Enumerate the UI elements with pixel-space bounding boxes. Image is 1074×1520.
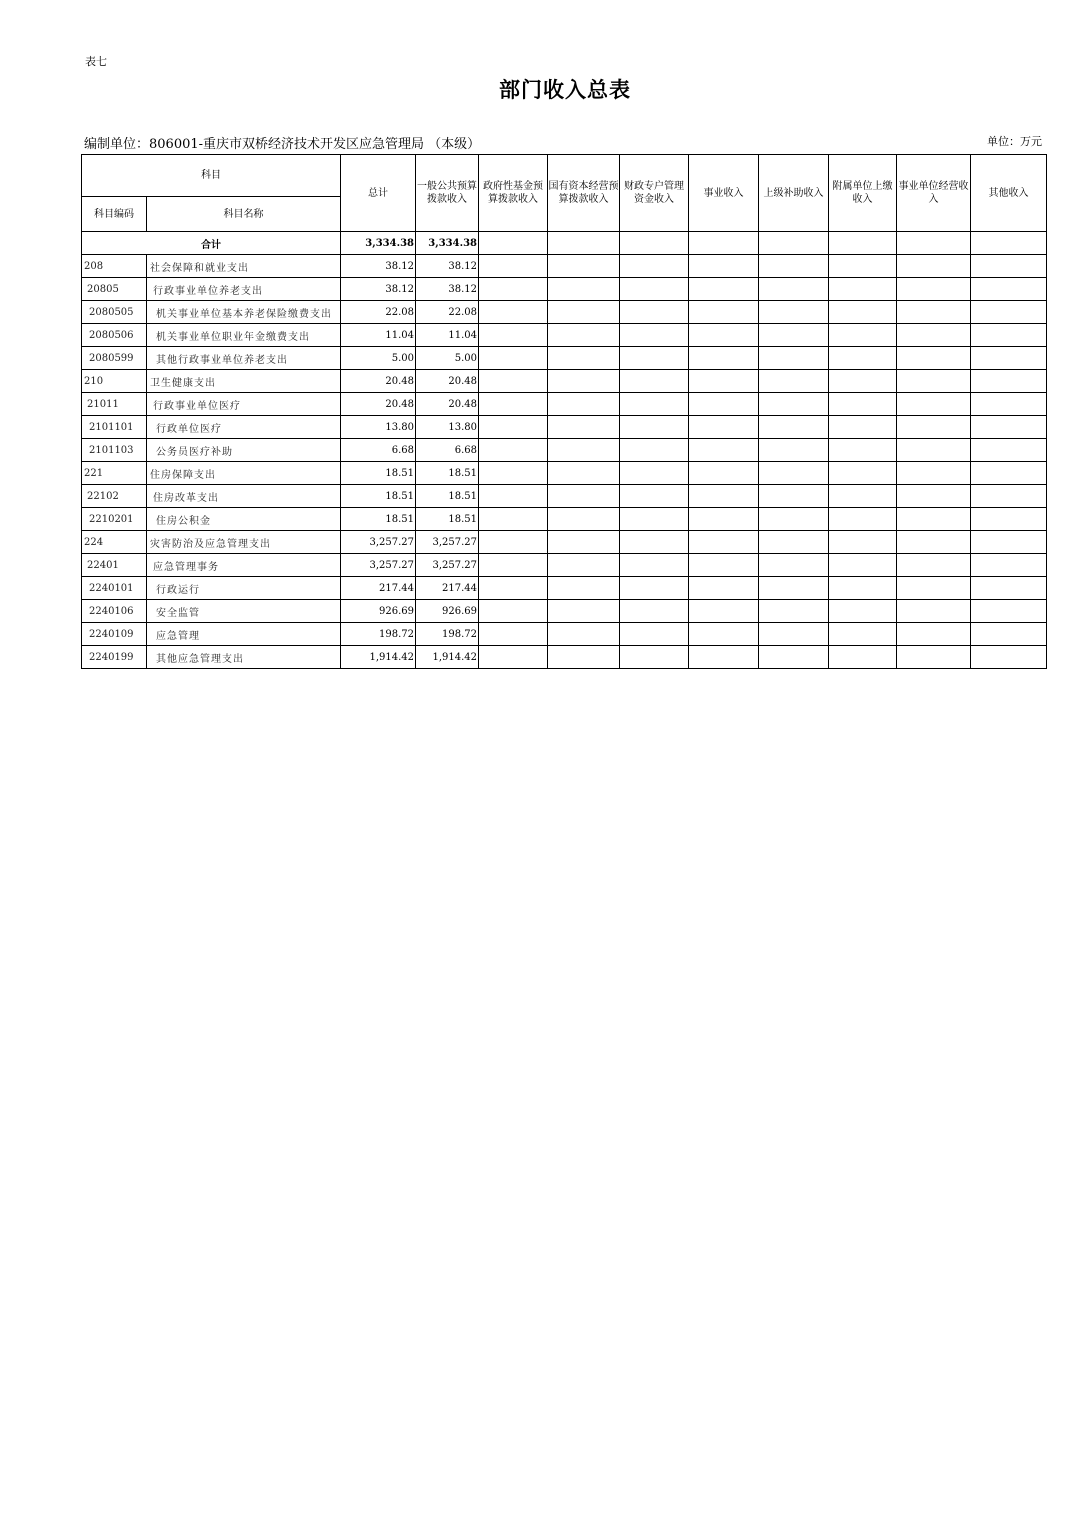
table-row: [82, 623, 1047, 646]
empty-cell: [897, 347, 971, 370]
row-general-budget: 20.48: [416, 370, 479, 393]
empty-cell: [689, 554, 759, 577]
row-general-budget: 18.51: [416, 485, 479, 508]
empty-cell: [759, 577, 829, 600]
empty-cell: [548, 623, 620, 646]
subject-code: 2240109: [82, 623, 147, 646]
row-total: 18.51: [341, 508, 416, 531]
summary-label: 合计: [82, 232, 341, 255]
table-row: [82, 462, 1047, 485]
empty-cell: [620, 623, 689, 646]
row-total: 20.48: [341, 370, 416, 393]
header-business-operation: 事业单位经营收入: [897, 155, 971, 232]
empty-cell: [971, 600, 1047, 623]
header-business-income: 事业收入: [689, 155, 759, 232]
empty-cell: [897, 301, 971, 324]
row-total: 217.44: [341, 577, 416, 600]
income-summary-table: [81, 154, 1047, 669]
row-total: 1,914.42: [341, 646, 416, 669]
row-general-budget: 926.69: [416, 600, 479, 623]
empty-cell: [759, 623, 829, 646]
empty-cell: [548, 600, 620, 623]
header-subject-code: 科目编码: [82, 197, 147, 232]
empty-cell: [689, 508, 759, 531]
subject-code: 210: [82, 370, 147, 393]
empty-cell: [897, 623, 971, 646]
empty-cell: [689, 347, 759, 370]
row-general-budget: 22.08: [416, 301, 479, 324]
empty-cell: [689, 278, 759, 301]
empty-cell: [689, 646, 759, 669]
empty-cell: [620, 508, 689, 531]
row-total: 38.12: [341, 255, 416, 278]
empty-cell: [897, 255, 971, 278]
empty-cell: [548, 646, 620, 669]
empty-cell: [548, 485, 620, 508]
empty-cell: [479, 646, 548, 669]
subject-code: 2101101: [82, 416, 147, 439]
row-total: 5.00: [341, 347, 416, 370]
subject-code: 20805: [82, 278, 147, 301]
empty-cell: [689, 462, 759, 485]
row-total: 3,257.27: [341, 531, 416, 554]
empty-cell: [829, 370, 897, 393]
subject-code: 2101103: [82, 439, 147, 462]
empty-cell: [548, 416, 620, 439]
row-general-budget: 3,257.27: [416, 531, 479, 554]
empty-cell: [620, 278, 689, 301]
empty-cell: [689, 416, 759, 439]
empty-cell: [897, 370, 971, 393]
empty-cell: [829, 393, 897, 416]
subject-name: 公务员医疗补助: [147, 439, 341, 462]
empty-cell: [620, 255, 689, 278]
empty-cell: [897, 278, 971, 301]
subject-name: 灾害防治及应急管理支出: [147, 531, 341, 554]
subject-name: 住房改革支出: [147, 485, 341, 508]
empty-cell: [897, 485, 971, 508]
empty-cell: [971, 278, 1047, 301]
empty-cell: [897, 393, 971, 416]
empty-cell: [829, 554, 897, 577]
empty-cell: [897, 324, 971, 347]
table-row: [82, 301, 1047, 324]
subject-code: 22102: [82, 485, 147, 508]
row-total: 20.48: [341, 393, 416, 416]
header-other-income: 其他收入: [971, 155, 1047, 232]
subject-name: 其他行政事业单位养老支出: [147, 347, 341, 370]
subject-name: 行政运行: [147, 577, 341, 600]
empty-cell: [548, 531, 620, 554]
empty-cell: [479, 554, 548, 577]
row-general-budget: 217.44: [416, 577, 479, 600]
empty-cell: [548, 255, 620, 278]
subject-code: 224: [82, 531, 147, 554]
empty-cell: [759, 462, 829, 485]
empty-cell: [897, 462, 971, 485]
subject-code: 2240199: [82, 646, 147, 669]
empty-cell: [971, 232, 1047, 255]
table-row: [82, 416, 1047, 439]
empty-cell: [897, 232, 971, 255]
empty-cell: [620, 370, 689, 393]
table-row: [82, 531, 1047, 554]
subject-name: 行政单位医疗: [147, 416, 341, 439]
row-general-budget: 5.00: [416, 347, 479, 370]
empty-cell: [479, 531, 548, 554]
row-general-budget: 38.12: [416, 278, 479, 301]
row-general-budget: 6.68: [416, 439, 479, 462]
subject-code: 208: [82, 255, 147, 278]
summary-row: [82, 232, 1047, 255]
empty-cell: [759, 600, 829, 623]
row-total: 11.04: [341, 324, 416, 347]
empty-cell: [479, 416, 548, 439]
empty-cell: [479, 462, 548, 485]
subject-code: 2210201: [82, 508, 147, 531]
empty-cell: [689, 232, 759, 255]
subject-name: 应急管理事务: [147, 554, 341, 577]
empty-cell: [971, 554, 1047, 577]
empty-cell: [620, 577, 689, 600]
empty-cell: [759, 485, 829, 508]
empty-cell: [479, 370, 548, 393]
subject-name: 住房公积金: [147, 508, 341, 531]
empty-cell: [829, 462, 897, 485]
empty-cell: [971, 393, 1047, 416]
empty-cell: [479, 301, 548, 324]
empty-cell: [479, 577, 548, 600]
header-total: 总计: [341, 155, 416, 232]
empty-cell: [971, 485, 1047, 508]
empty-cell: [759, 255, 829, 278]
row-general-budget: 11.04: [416, 324, 479, 347]
row-total: 38.12: [341, 278, 416, 301]
empty-cell: [971, 623, 1047, 646]
empty-cell: [971, 646, 1047, 669]
empty-cell: [829, 577, 897, 600]
table-row: [82, 508, 1047, 531]
empty-cell: [620, 554, 689, 577]
empty-cell: [620, 439, 689, 462]
table-row: [82, 646, 1047, 669]
subject-code: 22401: [82, 554, 147, 577]
empty-cell: [759, 347, 829, 370]
empty-cell: [759, 301, 829, 324]
empty-cell: [689, 393, 759, 416]
summary-general: 3,334.38: [416, 232, 479, 255]
empty-cell: [897, 416, 971, 439]
empty-cell: [971, 370, 1047, 393]
row-general-budget: 13.80: [416, 416, 479, 439]
subject-code: 2080599: [82, 347, 147, 370]
empty-cell: [479, 393, 548, 416]
compiling-unit: 编制单位：806001-重庆市双桥经济技术开发区应急管理局 （本级）: [84, 137, 481, 152]
header-subject-name: 科目名称: [147, 197, 341, 232]
empty-cell: [620, 462, 689, 485]
empty-cell: [759, 324, 829, 347]
empty-cell: [548, 301, 620, 324]
empty-cell: [829, 508, 897, 531]
empty-cell: [479, 255, 548, 278]
currency-unit: 单位：万元: [987, 135, 1042, 148]
subject-name: 机关事业单位基本养老保险缴费支出: [147, 301, 341, 324]
empty-cell: [689, 531, 759, 554]
empty-cell: [971, 416, 1047, 439]
empty-cell: [829, 646, 897, 669]
subject-name: 其他应急管理支出: [147, 646, 341, 669]
empty-cell: [620, 324, 689, 347]
header-special-account: 财政专户管理资金收入: [620, 155, 689, 232]
empty-cell: [620, 347, 689, 370]
empty-cell: [479, 232, 548, 255]
subject-name: 住房保障支出: [147, 462, 341, 485]
empty-cell: [829, 278, 897, 301]
subject-code: 221: [82, 462, 147, 485]
header-gov-fund: 政府性基金预算拨款收入: [479, 155, 548, 232]
empty-cell: [829, 301, 897, 324]
header-superior-subsidy: 上级补助收入: [759, 155, 829, 232]
empty-cell: [689, 324, 759, 347]
empty-cell: [759, 232, 829, 255]
empty-cell: [479, 347, 548, 370]
subject-name: 机关事业单位职业年金缴费支出: [147, 324, 341, 347]
empty-cell: [548, 577, 620, 600]
empty-cell: [829, 324, 897, 347]
subject-name: 行政事业单位医疗: [147, 393, 341, 416]
empty-cell: [620, 232, 689, 255]
empty-cell: [897, 600, 971, 623]
empty-cell: [829, 623, 897, 646]
empty-cell: [829, 347, 897, 370]
empty-cell: [829, 416, 897, 439]
header-row-1: [82, 155, 1047, 197]
row-general-budget: 198.72: [416, 623, 479, 646]
empty-cell: [548, 347, 620, 370]
empty-cell: [759, 508, 829, 531]
empty-cell: [689, 255, 759, 278]
empty-cell: [548, 462, 620, 485]
empty-cell: [548, 278, 620, 301]
empty-cell: [971, 531, 1047, 554]
table-row: [82, 347, 1047, 370]
empty-cell: [759, 393, 829, 416]
empty-cell: [620, 301, 689, 324]
subject-code: 2240101: [82, 577, 147, 600]
table-row: [82, 577, 1047, 600]
subject-code: 2240106: [82, 600, 147, 623]
empty-cell: [548, 439, 620, 462]
empty-cell: [759, 531, 829, 554]
empty-cell: [548, 393, 620, 416]
page-title: 部门收入总表: [499, 77, 631, 102]
table-row: [82, 554, 1047, 577]
empty-cell: [971, 508, 1047, 531]
row-total: 198.72: [341, 623, 416, 646]
empty-cell: [620, 600, 689, 623]
row-total: 926.69: [341, 600, 416, 623]
empty-cell: [759, 646, 829, 669]
empty-cell: [759, 416, 829, 439]
empty-cell: [479, 278, 548, 301]
empty-cell: [620, 416, 689, 439]
empty-cell: [689, 370, 759, 393]
row-general-budget: 18.51: [416, 462, 479, 485]
empty-cell: [897, 508, 971, 531]
empty-cell: [479, 485, 548, 508]
empty-cell: [971, 462, 1047, 485]
empty-cell: [829, 439, 897, 462]
table-row: [82, 393, 1047, 416]
empty-cell: [897, 439, 971, 462]
row-general-budget: 20.48: [416, 393, 479, 416]
subject-name: 应急管理: [147, 623, 341, 646]
empty-cell: [829, 531, 897, 554]
empty-cell: [829, 232, 897, 255]
empty-cell: [548, 554, 620, 577]
empty-cell: [759, 554, 829, 577]
subject-name: 安全监管: [147, 600, 341, 623]
row-total: 6.68: [341, 439, 416, 462]
summary-total: 3,334.38: [341, 232, 416, 255]
header-state-capital: 国有资本经营预算拨款收入: [548, 155, 620, 232]
empty-cell: [479, 439, 548, 462]
header-affiliated-income: 附属单位上缴收入: [829, 155, 897, 232]
empty-cell: [548, 232, 620, 255]
empty-cell: [971, 301, 1047, 324]
table-row: [82, 370, 1047, 393]
empty-cell: [971, 577, 1047, 600]
empty-cell: [548, 508, 620, 531]
header-subject: 科目: [82, 155, 341, 197]
empty-cell: [971, 347, 1047, 370]
table-row: [82, 278, 1047, 301]
table-row: [82, 600, 1047, 623]
subject-name: 卫生健康支出: [147, 370, 341, 393]
subject-code: 2080506: [82, 324, 147, 347]
empty-cell: [759, 370, 829, 393]
empty-cell: [689, 485, 759, 508]
empty-cell: [479, 600, 548, 623]
table-row: [82, 485, 1047, 508]
row-total: 18.51: [341, 485, 416, 508]
empty-cell: [829, 600, 897, 623]
empty-cell: [620, 531, 689, 554]
row-general-budget: 18.51: [416, 508, 479, 531]
table-row: [82, 439, 1047, 462]
row-general-budget: 1,914.42: [416, 646, 479, 669]
empty-cell: [620, 485, 689, 508]
empty-cell: [897, 577, 971, 600]
empty-cell: [971, 324, 1047, 347]
empty-cell: [897, 646, 971, 669]
empty-cell: [689, 301, 759, 324]
empty-cell: [689, 623, 759, 646]
empty-cell: [971, 439, 1047, 462]
empty-cell: [759, 278, 829, 301]
empty-cell: [479, 508, 548, 531]
subject-name: 行政事业单位养老支出: [147, 278, 341, 301]
empty-cell: [479, 324, 548, 347]
row-total: 18.51: [341, 462, 416, 485]
empty-cell: [829, 485, 897, 508]
empty-cell: [689, 439, 759, 462]
subject-code: 2080505: [82, 301, 147, 324]
row-general-budget: 3,257.27: [416, 554, 479, 577]
empty-cell: [620, 393, 689, 416]
table-row: [82, 255, 1047, 278]
empty-cell: [971, 255, 1047, 278]
empty-cell: [897, 531, 971, 554]
empty-cell: [548, 370, 620, 393]
row-total: 13.80: [341, 416, 416, 439]
table-number: 表七: [85, 55, 107, 68]
table-row: [82, 324, 1047, 347]
row-total: 22.08: [341, 301, 416, 324]
empty-cell: [548, 324, 620, 347]
empty-cell: [759, 439, 829, 462]
empty-cell: [829, 255, 897, 278]
row-general-budget: 38.12: [416, 255, 479, 278]
empty-cell: [897, 554, 971, 577]
empty-cell: [479, 623, 548, 646]
row-total: 3,257.27: [341, 554, 416, 577]
empty-cell: [620, 646, 689, 669]
subject-name: 社会保障和就业支出: [147, 255, 341, 278]
subject-code: 21011: [82, 393, 147, 416]
empty-cell: [689, 577, 759, 600]
empty-cell: [689, 600, 759, 623]
header-general-budget: 一般公共预算拨款收入: [416, 155, 479, 232]
